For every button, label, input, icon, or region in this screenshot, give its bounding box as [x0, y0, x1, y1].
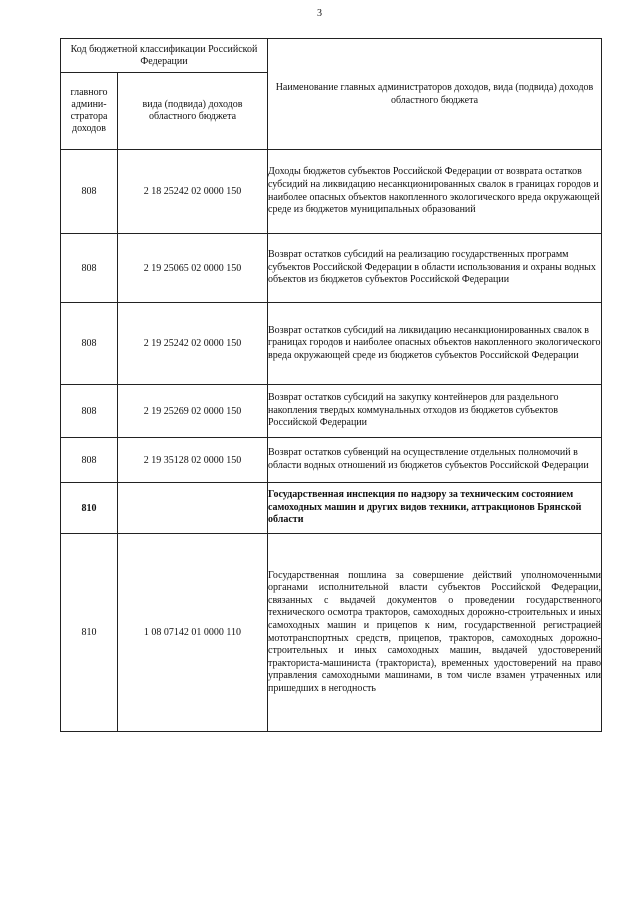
page-number: 3	[317, 8, 322, 19]
administrator-name-cell: Государственная инспекция по надзору за техническим состоянием самоходных машин и других видов техники, аттракционов Брянской области	[268, 483, 602, 534]
admin-code-cell: 808	[61, 385, 118, 438]
table-row	[61, 234, 602, 303]
header-classification-group: Код бюджетной классификации Российской Федерации	[61, 39, 268, 73]
header-admin-column: главного админи-стратора доходов	[61, 73, 118, 150]
admin-code-cell: 810	[61, 483, 118, 534]
income-name-cell: Возврат остатков субвенций на осуществление отдельных полномочий в области водных отношений из бюджетов субъектов Российской Федерации	[268, 438, 602, 483]
admin-code-cell: 808	[61, 303, 118, 385]
header-name-column: Наименование главных администраторов доходов, вида (подвида) доходов областного бюджета	[268, 39, 602, 150]
income-name-cell: Возврат остатков субсидий на ликвидацию несанкционированных свалок в границах городов и наиболее опасных объектов накопленного экологического вреда окружающей среде из бюджетов субъектов Российской Федерации	[268, 303, 602, 385]
table-row-administrator	[61, 483, 602, 534]
budget-classification-table	[60, 38, 602, 732]
income-name-cell: Возврат остатков субсидий на реализацию государственных программ субъектов Российской Федерации в области использования и охраны водных объектов из бюджетов субъектов Российской Федерации	[268, 234, 602, 303]
table-row	[61, 534, 602, 732]
income-code-cell	[118, 483, 268, 534]
income-code-cell: 1 08 07142 01 0000 110	[118, 534, 268, 732]
table-row	[61, 385, 602, 438]
admin-code-cell: 810	[61, 534, 118, 732]
income-name-cell: Доходы бюджетов субъектов Российской Федерации от возврата остатков субсидий на ликвидацию несанкционированных свалок в границах городов и наиболее опасных объектов накопленного экологического вреда окружающей среде из бюджетов муниципальных образований	[268, 150, 602, 234]
table-row	[61, 303, 602, 385]
table-row	[61, 438, 602, 483]
income-code-cell: 2 19 25065 02 0000 150	[118, 234, 268, 303]
income-code-cell: 2 18 25242 02 0000 150	[118, 150, 268, 234]
table-row	[61, 150, 602, 234]
income-code-cell: 2 19 25242 02 0000 150	[118, 303, 268, 385]
admin-code-cell: 808	[61, 150, 118, 234]
admin-code-cell: 808	[61, 234, 118, 303]
header-code-column: вида (подвида) доходов областного бюджета	[118, 73, 268, 150]
income-name-cell: Возврат остатков субсидий на закупку контейнеров для раздельного накопления твердых коммунальных отходов из бюджетов субъектов Российской Федерации	[268, 385, 602, 438]
admin-code-cell: 808	[61, 438, 118, 483]
income-code-cell: 2 19 35128 02 0000 150	[118, 438, 268, 483]
income-code-cell: 2 19 25269 02 0000 150	[118, 385, 268, 438]
income-name-cell: Государственная пошлина за совершение действий уполномоченными органами исполнительной власти субъектов Российской Федерации, связанных с выдачей документов о проведении государственного технического осмотра тракторов, самоходных дорожно-строительных и иных самоходных машин и прицепов к ним, государственной регистрацией мототранспортных средств, прицепов, тракторов, самоходных дорожно-строительных и иных самоходных машин, выдачей удостоверений тракториста-машиниста (тракториста), временных удостоверений на право управления самоходными машинами, в том числе взамен утраченных или пришедших в негодность	[268, 534, 602, 732]
